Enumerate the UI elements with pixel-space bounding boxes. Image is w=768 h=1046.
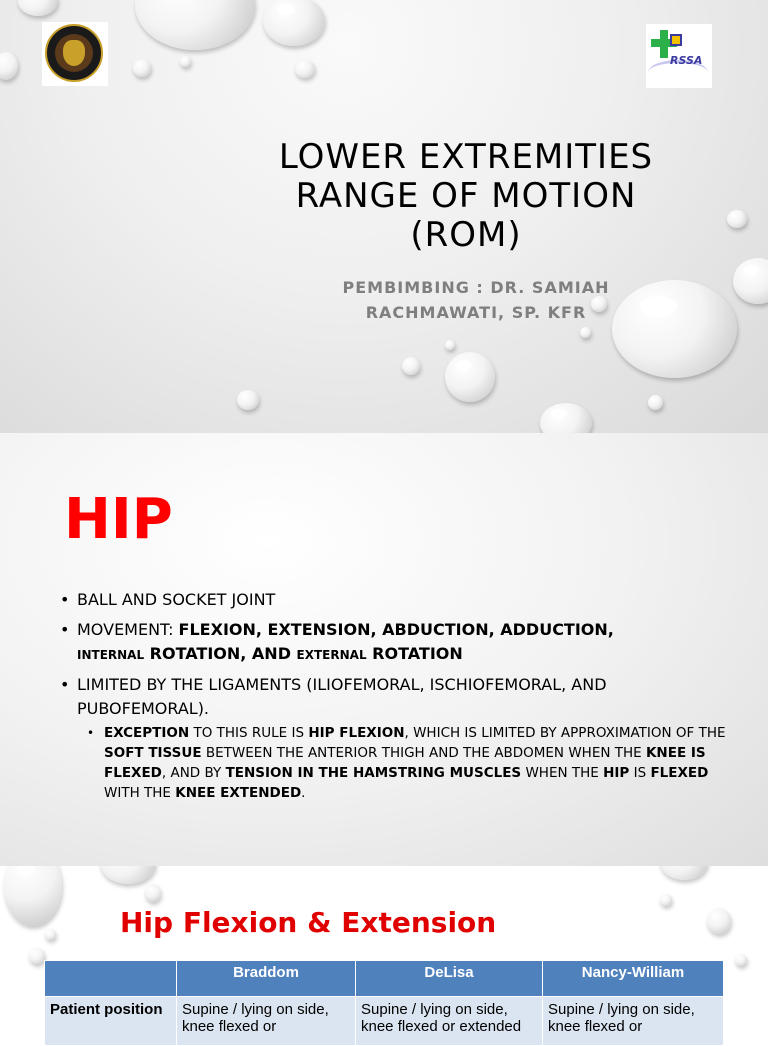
water-droplet xyxy=(0,52,18,80)
exception-text-1: TO THIS RULE IS xyxy=(189,725,309,741)
exception-text-3: BETWEEN THE ANTERIOR THIGH AND THE ABDOMEN WHEN THE xyxy=(201,745,646,761)
exception-text-2: , WHICH IS LIMITED BY APPROXIMATION OF THE xyxy=(404,725,726,741)
hospital-logo-text: RSSA xyxy=(670,54,703,67)
title-slide xyxy=(0,0,768,433)
flexed-term: FLEXED xyxy=(650,765,709,781)
table-header-delisa: DeLisa xyxy=(356,961,543,997)
movement-list: FLEXION, EXTENSION, ABDUCTION, ADDUCTION, xyxy=(178,620,614,639)
table-header-nancy-william: Nancy-William xyxy=(543,961,724,997)
table-cell-row-header: Patient position xyxy=(45,997,177,1046)
subtitle-line-2: RACHMAWATI, SP. KFR xyxy=(365,303,587,322)
water-droplet xyxy=(295,60,315,78)
bullet-exception xyxy=(87,723,740,803)
table-cell: Supine / lying on side, knee flexed or xyxy=(177,997,356,1046)
hip-flexion-title: Hip Flexion & Extension xyxy=(120,906,497,939)
table-header-braddom: Braddom xyxy=(177,961,356,997)
water-droplet xyxy=(727,210,747,228)
rom-comparison-table xyxy=(44,960,724,1046)
bullet-ligaments xyxy=(60,673,740,803)
water-droplet xyxy=(29,948,45,964)
university-seal-emblem xyxy=(63,40,85,66)
water-droplet xyxy=(660,894,672,906)
water-droplet xyxy=(612,280,737,378)
water-droplet xyxy=(4,866,62,926)
water-droplet xyxy=(580,327,591,338)
exception-word: EXCEPTION xyxy=(104,725,190,741)
water-droplet xyxy=(18,0,58,16)
water-droplet xyxy=(648,395,663,410)
water-droplet xyxy=(133,59,151,77)
table-cell: Supine / lying on side, knee flexed or xyxy=(543,997,724,1046)
bullet-ball-socket xyxy=(60,588,740,612)
movement-prefix: MOVEMENT: xyxy=(77,620,179,639)
table-row xyxy=(45,997,724,1046)
subtitle-line-1: PEMBIMBING : DR. SAMIAH xyxy=(342,278,610,297)
water-droplet xyxy=(45,929,56,940)
title-line-3: (ROM) xyxy=(410,215,522,255)
exception-text-4: , AND BY xyxy=(161,765,226,781)
title-line-2: RANGE OF MOTION xyxy=(295,176,637,216)
water-droplet xyxy=(733,258,768,304)
hospital-logo xyxy=(646,24,712,88)
water-droplet xyxy=(445,352,495,402)
water-droplet xyxy=(135,0,255,50)
rotation-and: ROTATION, AND xyxy=(144,644,297,663)
presentation-title xyxy=(236,138,696,255)
hospital-logo-square xyxy=(670,34,682,46)
water-droplet xyxy=(237,390,259,410)
bullet-ball-socket-text: BALL AND SOCKET JOINT xyxy=(77,590,276,609)
bullet-ligaments-text: LIMITED BY THE LIGAMENTS (ILIOFEMORAL, ISCHIOFEMORAL, AND PUBOFEMORAL). xyxy=(77,675,607,718)
soft-tissue-term: SOFT TISSUE xyxy=(104,745,202,761)
hip-bullet-list xyxy=(60,588,740,809)
water-droplet xyxy=(540,403,592,433)
exception-text-7: WITH THE xyxy=(104,785,176,801)
external-label: EXTERNAL xyxy=(296,648,367,662)
knee-extended-term: KNEE EXTENDED xyxy=(175,785,302,801)
hip-sub-bullet-list xyxy=(87,723,740,803)
exception-text-5: WHEN THE xyxy=(521,765,604,781)
table-cell: Supine / lying on side, knee flexed or extended xyxy=(356,997,543,1046)
table-header-empty xyxy=(45,961,177,997)
water-droplet xyxy=(402,357,420,375)
exception-text-6: IS xyxy=(629,765,651,781)
bullet-movement xyxy=(60,618,740,667)
hip-term: HIP xyxy=(603,765,630,781)
hip-slide-title: HIP xyxy=(64,487,173,552)
internal-label: INTERNAL xyxy=(77,648,145,662)
hamstring-term: TENSION IN THE HAMSTRING MUSCLES xyxy=(225,765,522,781)
exception-text-end: . xyxy=(301,785,306,801)
hip-flexion-term: HIP FLEXION xyxy=(308,725,405,741)
university-logo xyxy=(42,22,108,86)
water-droplet xyxy=(707,908,731,934)
water-droplet xyxy=(660,866,708,880)
water-droplet xyxy=(263,0,325,46)
title-line-1: LOWER EXTREMITIES xyxy=(278,137,654,177)
knee-flexed-term: KNEE IS FLEXED xyxy=(104,745,706,781)
presentation-subtitle xyxy=(326,275,626,325)
table-header-row xyxy=(45,961,724,997)
water-droplet xyxy=(735,954,747,966)
water-droplet xyxy=(445,340,455,350)
water-droplet xyxy=(145,884,161,902)
water-droplet xyxy=(100,866,156,884)
rotation-end: ROTATION xyxy=(366,644,463,663)
water-droplet xyxy=(180,56,191,67)
